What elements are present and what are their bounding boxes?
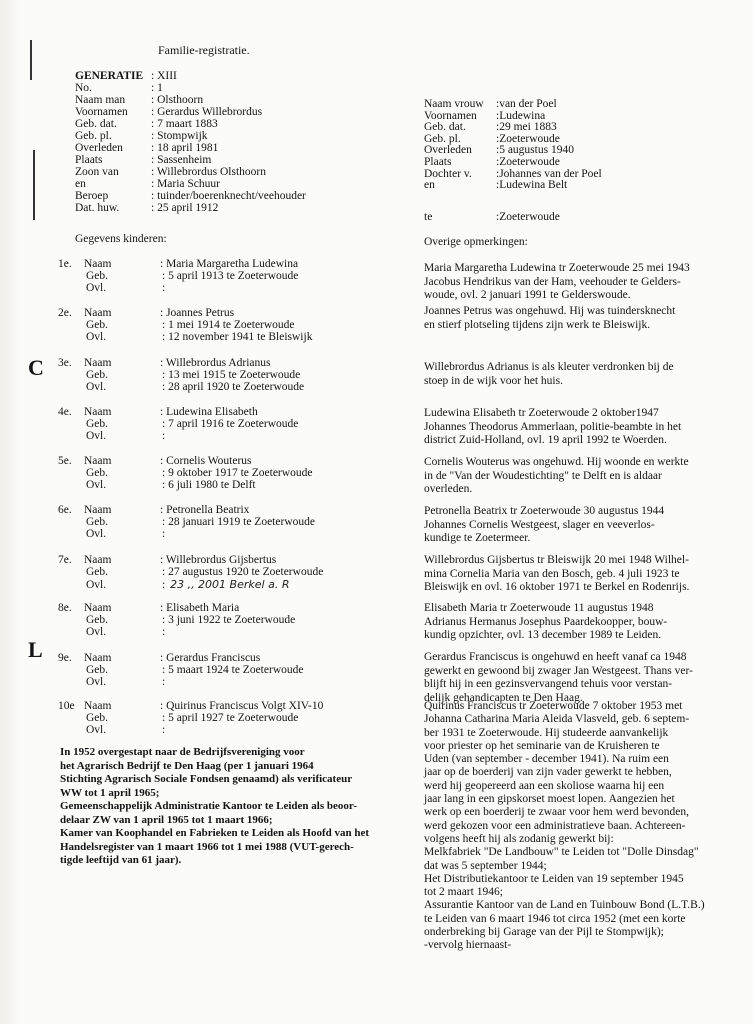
remark-line: Adrianus Hermanus Josephus Paardekoopper, bouw- xyxy=(424,615,668,628)
child-number: 1e. xyxy=(58,258,72,270)
husband-field-row: Zoon van : Willebrordus Olsthoorn xyxy=(75,166,266,178)
field-value: 1 xyxy=(157,82,163,94)
career-line: Gemeenschappelijk Administratie Kantoor te Leiden als beoor- xyxy=(60,800,357,812)
field-value: 27 augustus 1920 te Zoeterwoude xyxy=(168,566,324,578)
child-field-row: Geb. : 5 april 1927 te Zoeterwoude xyxy=(86,712,299,724)
field-value: 18 april 1981 xyxy=(157,142,219,154)
field-value: 7 maart 1883 xyxy=(157,118,218,130)
husband-field-row: Plaats : Sassenheim xyxy=(75,154,212,166)
remark-line: Elisabeth Maria tr Zoeterwoude 11 augustus 1948 xyxy=(424,602,654,614)
child-field-row: Geb. : 5 april 1913 te Zoeterwoude xyxy=(86,270,299,282)
remark-line: blijft hij in een gezinsvervangend tehuis voor verstan- xyxy=(424,678,673,690)
child-field-row: 8e. Naam : Elisabeth Maria xyxy=(58,602,240,614)
husband-field-row: Beroep : tuinder/boerenknecht/veehouder xyxy=(75,190,306,202)
remark-line: Assurantie Kantoor van de Land en Tuinbouw Bond (L.T.B.) xyxy=(424,899,705,912)
wife-field-row: Naam vrouw :van der Poel xyxy=(424,98,557,110)
child-entry xyxy=(58,504,315,540)
field-label: Geb. dat. xyxy=(424,121,466,134)
field-value: 7 april 1916 te Zoeterwoude xyxy=(168,418,299,430)
field-value: 12 november 1941 te Bleiswijk xyxy=(168,331,313,343)
field-label: Voornamen xyxy=(75,106,128,118)
field-label: Geb. xyxy=(86,566,109,578)
husband-field-row: Naam man : Olsthoorn xyxy=(75,94,204,106)
career-line: delaar ZW van 1 april 1965 tot 1 maart 1966; xyxy=(60,813,273,826)
field-label: Overleden xyxy=(75,142,123,154)
field-label: Geb. xyxy=(86,467,109,479)
husband-field-row: Voornamen : Gerardus Willebrordus xyxy=(75,106,263,118)
remarks-heading: Overige opmerkingen: xyxy=(424,236,528,248)
field-label: Naam xyxy=(84,700,112,712)
husband-field-row: en : Maria Schuur xyxy=(75,178,220,190)
field-value: :Zoeterwoude xyxy=(496,211,560,223)
field-label: Geb. xyxy=(86,319,109,331)
remark-line: Het Distributiekantoor te Leiden van 19 september 1945 xyxy=(424,872,684,885)
field-value: 5 april 1927 te Zoeterwoude xyxy=(168,712,299,724)
remark-line: Quirinus Franciscus tr Zoeterwoude 7 oktober 1953 met xyxy=(424,700,683,712)
remark-line: Joannes Petrus was ongehuwd. Hij was tuindersknecht xyxy=(424,305,676,317)
child-field-row: 5e. Naam : Cornelis Wouterus xyxy=(58,455,252,467)
remark-line: gewerkt en gewoond bij zwager Jan Westgeest. Thans ver- xyxy=(424,664,693,677)
child-number: 2e. xyxy=(58,307,72,319)
remark-line: Petronella Beatrix tr Zoeterwoude 30 augustus 1944 xyxy=(424,505,665,517)
handwritten-annotation: 23 ,, 2001 Berkel a. R xyxy=(170,578,290,591)
child-number: 9e. xyxy=(58,652,72,664)
wife-field-row: Geb. dat. :29 mei 1883 xyxy=(424,121,557,134)
field-value: Joannes Petrus xyxy=(166,307,235,319)
field-value: Willebrordus Adrianus xyxy=(165,357,271,369)
wife-field-row: en :Ludewina Belt xyxy=(424,179,568,192)
child-field-row: Ovl. : xyxy=(86,282,166,294)
child-entry xyxy=(58,258,298,294)
husband-field-row: Dat. huw. : 25 april 1912 xyxy=(75,202,219,214)
child-number: 8e. xyxy=(58,602,72,614)
field-label: Geb. pl. xyxy=(424,132,461,145)
child-entry xyxy=(58,307,312,343)
field-label: Naam xyxy=(84,652,112,664)
child-number: 3e. xyxy=(58,357,72,369)
field-label: Naam xyxy=(84,357,112,369)
child-field-row: Geb. : 28 januari 1919 te Zoeterwoude xyxy=(86,516,315,528)
field-label: Naam vrouw xyxy=(424,98,484,110)
field-label: Plaats xyxy=(424,155,452,168)
remark-line: werd gekozen voor een administratieve baan. Achtereen- xyxy=(424,819,686,832)
field-value: 13 mei 1915 te Zoeterwoude xyxy=(168,369,301,381)
field-label: Voornamen xyxy=(424,109,477,122)
remark-line: Johanna Catharina Maria Aleida Vlasveld, geb. 6 septem- xyxy=(424,713,690,726)
field-label: en xyxy=(424,179,435,192)
field-value: 5 augustus 1940 xyxy=(499,144,574,157)
binding-clip-mark: L xyxy=(28,637,43,662)
binding-mark xyxy=(33,150,35,220)
field-label: Beroep xyxy=(75,190,109,202)
child-field-row: Ovl. : 12 november 1941 te Bleiswijk xyxy=(86,331,313,343)
remark-paragraph xyxy=(424,456,689,497)
husband-field-row: GENERATIE : XIII xyxy=(75,70,177,82)
remark-line: Melkfabriek "De Landbouw" te Leiden tot "Dolle Dinsdag" xyxy=(424,846,699,859)
remark-line: kundig opzichter, ovl. 13 december 1989 te Leiden. xyxy=(424,629,662,641)
field-label: Ovl. xyxy=(86,676,107,688)
husband-field-row: Overleden : 18 april 1981 xyxy=(75,142,219,154)
career-line: Stichting Agrarisch Sociale Fondsen genaamd) als verificateur xyxy=(60,773,353,785)
field-label: Zoon van xyxy=(75,166,119,178)
child-entry xyxy=(58,357,304,393)
field-value: Johannes van der Poel xyxy=(499,167,602,180)
field-label: Ovl. xyxy=(86,626,107,638)
field-label: No. xyxy=(75,82,92,94)
binding-mark xyxy=(30,40,32,80)
remark-line: jaar op de boerderij van zijn vader gewerkt te hebben, xyxy=(424,766,672,779)
child-entry xyxy=(58,554,323,590)
children-heading: Gegevens kinderen: xyxy=(75,233,167,245)
wife-marriage-place-row xyxy=(424,211,560,224)
field-label: Geb. xyxy=(86,418,109,430)
field-label: Naam xyxy=(84,406,112,418)
remark-paragraph xyxy=(424,361,674,388)
child-entry xyxy=(58,700,323,736)
remark-line: Johannes Theodorus Ammerlaan, politie-beambte in het xyxy=(424,420,682,433)
field-value: 3 juni 1922 te Zoeterwoude xyxy=(168,614,296,626)
remark-line: Gerardus Franciscus is ongehuwd en heeft vanaf ca 1948 xyxy=(424,651,687,663)
field-label: Geb. xyxy=(86,516,109,528)
husband-field-row: Geb. pl. : Stompwijk xyxy=(75,130,208,142)
remark-line: te Leiden van 6 maart 1946 tot circa 1952 (met een korte xyxy=(424,912,686,925)
remark-line: mina Cornelia Maria van den Bosch, geb. 4 juli 1923 te xyxy=(424,567,680,580)
child-field-row: 9e. Naam : Gerardus Franciscus xyxy=(58,652,261,664)
field-label: Dat. huw. xyxy=(75,202,120,214)
generation-label: GENERATIE xyxy=(75,70,144,82)
field-label: Overleden xyxy=(424,144,472,157)
field-value: XIII xyxy=(157,70,177,82)
remark-line: kundige te Zoetermeer. xyxy=(424,532,531,544)
field-value: Ludewina Elisabeth xyxy=(166,406,258,418)
child-field-row: Geb. : 13 mei 1915 te Zoeterwoude xyxy=(86,369,301,381)
career-text xyxy=(60,746,369,868)
remark-line: werd hij geopereerd aan een skoliose waarna hij een xyxy=(424,779,665,792)
remark-paragraph xyxy=(424,554,689,595)
field-value: Willebrordus Gijsbertus xyxy=(165,554,277,566)
binding-edge xyxy=(0,0,22,1024)
field-value: Ludewina Belt xyxy=(499,179,568,192)
field-label: Ovl. xyxy=(86,724,107,736)
field-label: Ovl. xyxy=(86,479,107,491)
remark-line: Willebrordus Gijsbertus tr Bleiswijk 20 mei 1948 Wilhel- xyxy=(424,554,689,566)
child-field-row: Geb. : 5 maart 1924 te Zoeterwoude xyxy=(86,664,304,676)
remark-line: Bleiswijk en ovl. 16 oktober 1971 te Berkel en Rodenrijs. xyxy=(424,581,690,593)
field-value: Maria Schuur xyxy=(157,178,220,190)
child-entry xyxy=(58,406,298,442)
career-line: Handelsregister van 1 maart 1966 tot 1 mei 1988 (VUT-gerech- xyxy=(60,840,354,853)
child-number: 4e. xyxy=(58,406,72,418)
child-field-row: 3e. Naam : Willebrordus Adrianus xyxy=(58,357,271,369)
field-value: 25 april 1912 xyxy=(157,202,219,214)
field-value: 5 maart 1924 te Zoeterwoude xyxy=(168,664,304,676)
field-label: Geb. xyxy=(86,712,109,724)
field-label: Ovl. xyxy=(86,579,107,591)
page-title: Familie-registratie. xyxy=(158,43,250,57)
remark-line: jaar lang in een gipskorset moest lopen. Aangezien het xyxy=(424,793,675,806)
remark-line: Jacobus Hendrikus van der Ham, veehouder te Gelders- xyxy=(424,275,681,288)
husband-section xyxy=(75,70,306,214)
child-entry xyxy=(58,652,303,688)
field-label: Geb. dat. xyxy=(75,118,117,130)
remark-line: Johannes Cornelis Westgeest, slager en veeverlos- xyxy=(424,518,655,531)
career-line: Kamer van Koophandel en Fabrieken te Leiden als Hoofd van het xyxy=(60,827,370,839)
career-line: het Agrarisch Bedrijf te Den Haag (per 1 januari 1964 xyxy=(60,759,314,772)
career-line: tigde leeftijd van 61 jaar). xyxy=(60,854,182,866)
remark-line: stoep in de wijk voor het huis. xyxy=(424,374,563,387)
remark-paragraph xyxy=(424,407,681,448)
field-value: Sassenheim xyxy=(157,154,212,166)
remark-paragraph xyxy=(424,602,667,643)
husband-field-row: No. : 1 xyxy=(75,82,163,94)
remark-line: overleden. xyxy=(424,483,473,495)
child-number: 6e. xyxy=(58,504,72,516)
child-field-row: Ovl. : 28 april 1920 te Zoeterwoude xyxy=(86,381,305,393)
remark-paragraph xyxy=(424,305,675,332)
field-value: Maria Margaretha Ludewina xyxy=(166,258,299,270)
child-field-row: Ovl. : xyxy=(86,430,166,442)
child-entry xyxy=(58,455,312,491)
child-field-row: 1e. Naam : Maria Margaretha Ludewina xyxy=(58,258,299,270)
wife-field-row: Dochter v. :Johannes van der Poel xyxy=(424,167,602,180)
field-label: Ovl. xyxy=(86,282,107,294)
field-value: Ludewina xyxy=(499,109,546,122)
field-label: Naam xyxy=(84,504,112,516)
remark-line: werk op een boerderij te zwaar voor hem werd bevonden, xyxy=(424,806,690,819)
field-label: Naam xyxy=(84,602,112,614)
child-field-row: Ovl. : 6 juli 1980 te Delft xyxy=(86,479,256,491)
career-line: In 1952 overgestapt naar de Bedrijfsvereniging voor xyxy=(60,746,305,758)
child-field-row: Ovl. : xyxy=(86,626,166,638)
child-field-row: 2e. Naam : Joannes Petrus xyxy=(58,307,235,319)
field-label: Geb. xyxy=(86,664,109,676)
field-value: 6 juli 1980 te Delft xyxy=(168,479,256,491)
field-value: Quirinus Franciscus Volgt XIV-10 xyxy=(166,700,324,712)
remark-line: Willebrordus Adrianus is als kleuter verdronken bij de xyxy=(424,361,674,373)
remark-line: woude, ovl. 2 januari 1991 te Gelderswoude. xyxy=(424,289,631,301)
remark-line: -vervolg hiernaast- xyxy=(424,939,512,952)
remark-paragraph xyxy=(424,651,693,705)
field-value: Olsthoorn xyxy=(157,94,204,106)
field-value: 29 mei 1883 xyxy=(499,121,557,134)
child-field-row: Geb. : 9 oktober 1917 te Zoeterwoude xyxy=(86,467,313,479)
child-field-row: Ovl. : 23 ,, 2001 Berkel a. R xyxy=(86,578,290,591)
field-label: Geb. xyxy=(86,614,109,626)
field-label: Ovl. xyxy=(86,331,107,343)
child-field-row: Ovl. : xyxy=(86,676,166,688)
remark-line: delijk gehandicapten te Den Haag. xyxy=(424,691,583,704)
field-value: 28 april 1920 te Zoeterwoude xyxy=(168,381,305,393)
child-field-row: 6e. Naam : Petronella Beatrix xyxy=(58,504,250,516)
remark-line: Ludewina Elisabeth tr Zoeterwoude 2 oktober1947 xyxy=(424,407,659,419)
child-field-row: Geb. : 3 juni 1922 te Zoeterwoude xyxy=(86,614,296,626)
field-value: Stompwijk xyxy=(157,130,208,142)
remark-line: tot 2 maart 1946; xyxy=(424,886,503,899)
field-value: Petronella Beatrix xyxy=(166,504,250,516)
remark-line: dat was 5 september 1944; xyxy=(424,859,547,872)
field-label: Geb. pl. xyxy=(75,130,112,142)
child-field-row: 7e. Naam : Willebrordus Gijsbertus xyxy=(58,554,277,566)
child-number: 7e. xyxy=(58,554,72,566)
field-value: Gerardus Willebrordus xyxy=(157,106,263,118)
career-line: WW tot 1 april 1965; xyxy=(60,786,160,799)
field-value: 5 april 1913 te Zoeterwoude xyxy=(168,270,299,282)
field-label: Geb. xyxy=(86,270,109,282)
field-label: Naam xyxy=(84,307,112,319)
field-value: Zoeterwoude xyxy=(499,132,560,145)
field-value: 1 mei 1914 te Zoeterwoude xyxy=(168,319,295,331)
field-value: van der Poel xyxy=(499,98,557,110)
remark-paragraph xyxy=(424,700,705,953)
remark-paragraph xyxy=(424,262,690,303)
field-value: Willebrordus Olsthoorn xyxy=(156,166,266,178)
field-value: tuinder/boerenknecht/veehouder xyxy=(157,190,306,202)
remark-line: volgens heeft hij als zodanig gewerkt bij: xyxy=(424,832,614,845)
remark-line: Uden (van september - december 1941). Na ruim een xyxy=(424,753,669,766)
field-value: Elisabeth Maria xyxy=(166,602,240,614)
child-field-row: 10e Naam : Quirinus Franciscus Volgt XIV-10 xyxy=(58,700,324,712)
field-value: 9 oktober 1917 te Zoeterwoude xyxy=(168,467,313,479)
child-field-row: Ovl. : xyxy=(86,724,166,736)
child-field-row: Geb. : 1 mei 1914 te Zoeterwoude xyxy=(86,319,295,331)
husband-field-row: Geb. dat. : 7 maart 1883 xyxy=(75,118,218,130)
field-label: Dochter v. xyxy=(424,167,472,180)
field-label: Ovl. xyxy=(86,528,107,540)
field-label: Ovl. xyxy=(86,430,107,442)
remark-line: district Zuid-Holland, ovl. 19 april 1992 te Woerden. xyxy=(424,434,667,446)
remark-line: Cornelis Wouterus was ongehuwd. Hij woonde en werkte xyxy=(424,456,689,468)
wife-section xyxy=(424,98,602,191)
field-label: te xyxy=(424,211,433,223)
field-label: Naam man xyxy=(75,94,126,106)
field-label: Geb. xyxy=(86,369,109,381)
child-field-row: 4e. Naam : Ludewina Elisabeth xyxy=(58,406,258,418)
binding-clip-mark: C xyxy=(28,355,44,380)
child-number: 5e. xyxy=(58,455,72,467)
field-label: Plaats xyxy=(75,154,103,166)
field-label: Naam xyxy=(84,258,112,270)
child-entry xyxy=(58,602,295,638)
remark-line: en stierf plotseling tijdens zijn werk te Bleiswijk. xyxy=(424,318,651,331)
wife-field-row: Overleden :5 augustus 1940 xyxy=(424,144,574,157)
wife-field-row: Geb. pl. :Zoeterwoude xyxy=(424,132,560,145)
field-value: Gerardus Franciscus xyxy=(166,652,261,664)
child-field-row: Geb. : 27 augustus 1920 te Zoeterwoude xyxy=(86,566,324,578)
field-label: Naam xyxy=(84,455,112,467)
remark-line: in de "Van der Woudestichting" te Delft en is aldaar xyxy=(424,469,662,482)
field-value: 28 januari 1919 te Zoeterwoude xyxy=(168,516,315,528)
field-value: Zoeterwoude xyxy=(499,155,560,168)
field-label: Naam xyxy=(84,554,112,566)
remark-line: ber 1931 te Zoeterwoude. Hij studeerde aanvankelijk xyxy=(424,726,669,739)
field-label: Ovl. xyxy=(86,381,107,393)
child-field-row: Ovl. : xyxy=(86,528,166,540)
remark-paragraph xyxy=(424,505,664,546)
wife-field-row: Plaats :Zoeterwoude xyxy=(424,155,560,168)
remark-line: onderbreking bij Garage van der Pijl te Stompwijk); xyxy=(424,926,664,939)
field-value: Cornelis Wouterus xyxy=(166,455,252,467)
child-number: 10e xyxy=(58,700,75,712)
wife-field-row: Voornamen :Ludewina xyxy=(424,109,546,122)
field-label: en xyxy=(75,178,86,190)
remark-line: voor priester op het seminarie van de Kruisheren te xyxy=(424,739,660,752)
remark-line: Maria Margaretha Ludewina tr Zoeterwoude 25 mei 1943 xyxy=(424,262,690,274)
child-field-row: Geb. : 7 april 1916 te Zoeterwoude xyxy=(86,418,299,430)
